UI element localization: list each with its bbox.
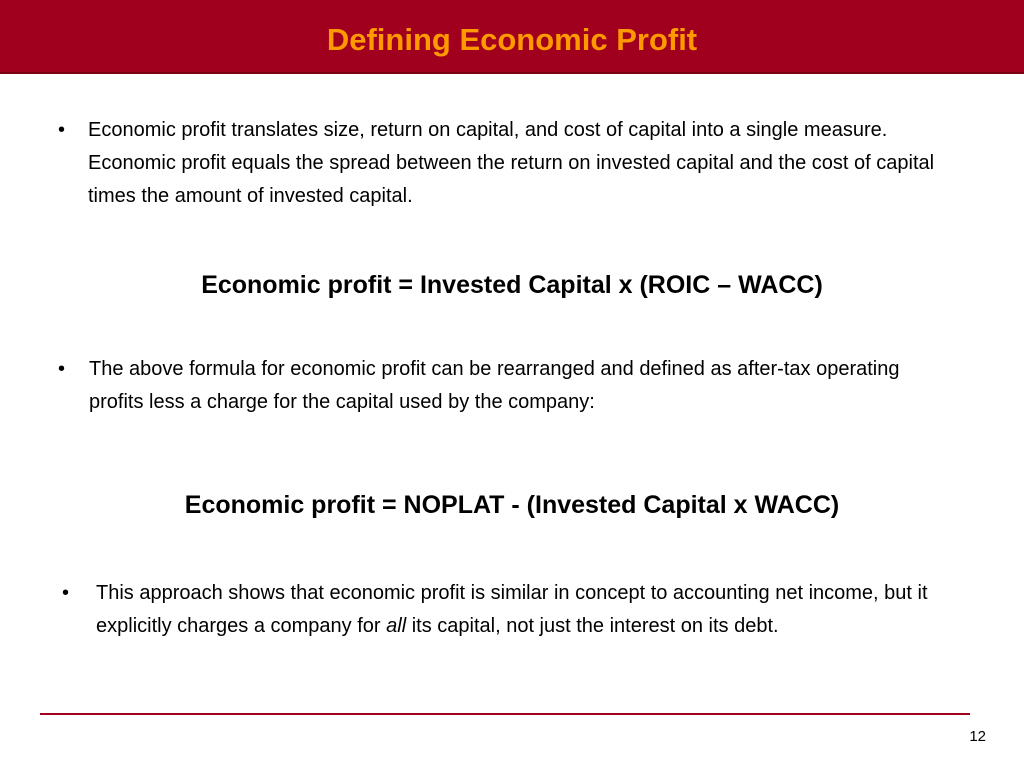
slide-title: Defining Economic Profit: [326, 22, 698, 57]
footer-divider: [40, 713, 970, 715]
formula-invested-capital-roic-wacc: Economic profit = Invested Capital x (ROIC – WACC): [201, 271, 823, 299]
bullet-text-3-emphasis: all: [386, 615, 407, 637]
bullet-text-3-part2: its capital, not just the interest on its debt.: [406, 615, 779, 637]
bullet-text-2: The above formula for economic profit can be rearranged and defined as after-tax operating profits less a charge for the capital used by the company:: [89, 358, 900, 413]
page-number: 12: [969, 728, 986, 745]
bullet-text-3-part1: This approach shows that economic profit is similar in concept to accounting net income, but it explicitly charges a company for: [96, 582, 928, 637]
formula-noplat: Economic profit = NOPLAT - (Invested Capital x WACC): [184, 491, 840, 519]
title-bar: [0, 0, 1024, 74]
bullet-marker-3: •: [62, 582, 70, 604]
bullet-marker-1: •: [58, 119, 66, 141]
bullet-text-1: Economic profit translates size, return on capital, and cost of capital into a single measure. Economic profit equals the spread between the return on invested capital and the cost of capital times the amount of invested capital.: [88, 119, 935, 207]
bullet-marker-2: •: [58, 358, 66, 380]
bullet-text-3: [96, 577, 962, 643]
